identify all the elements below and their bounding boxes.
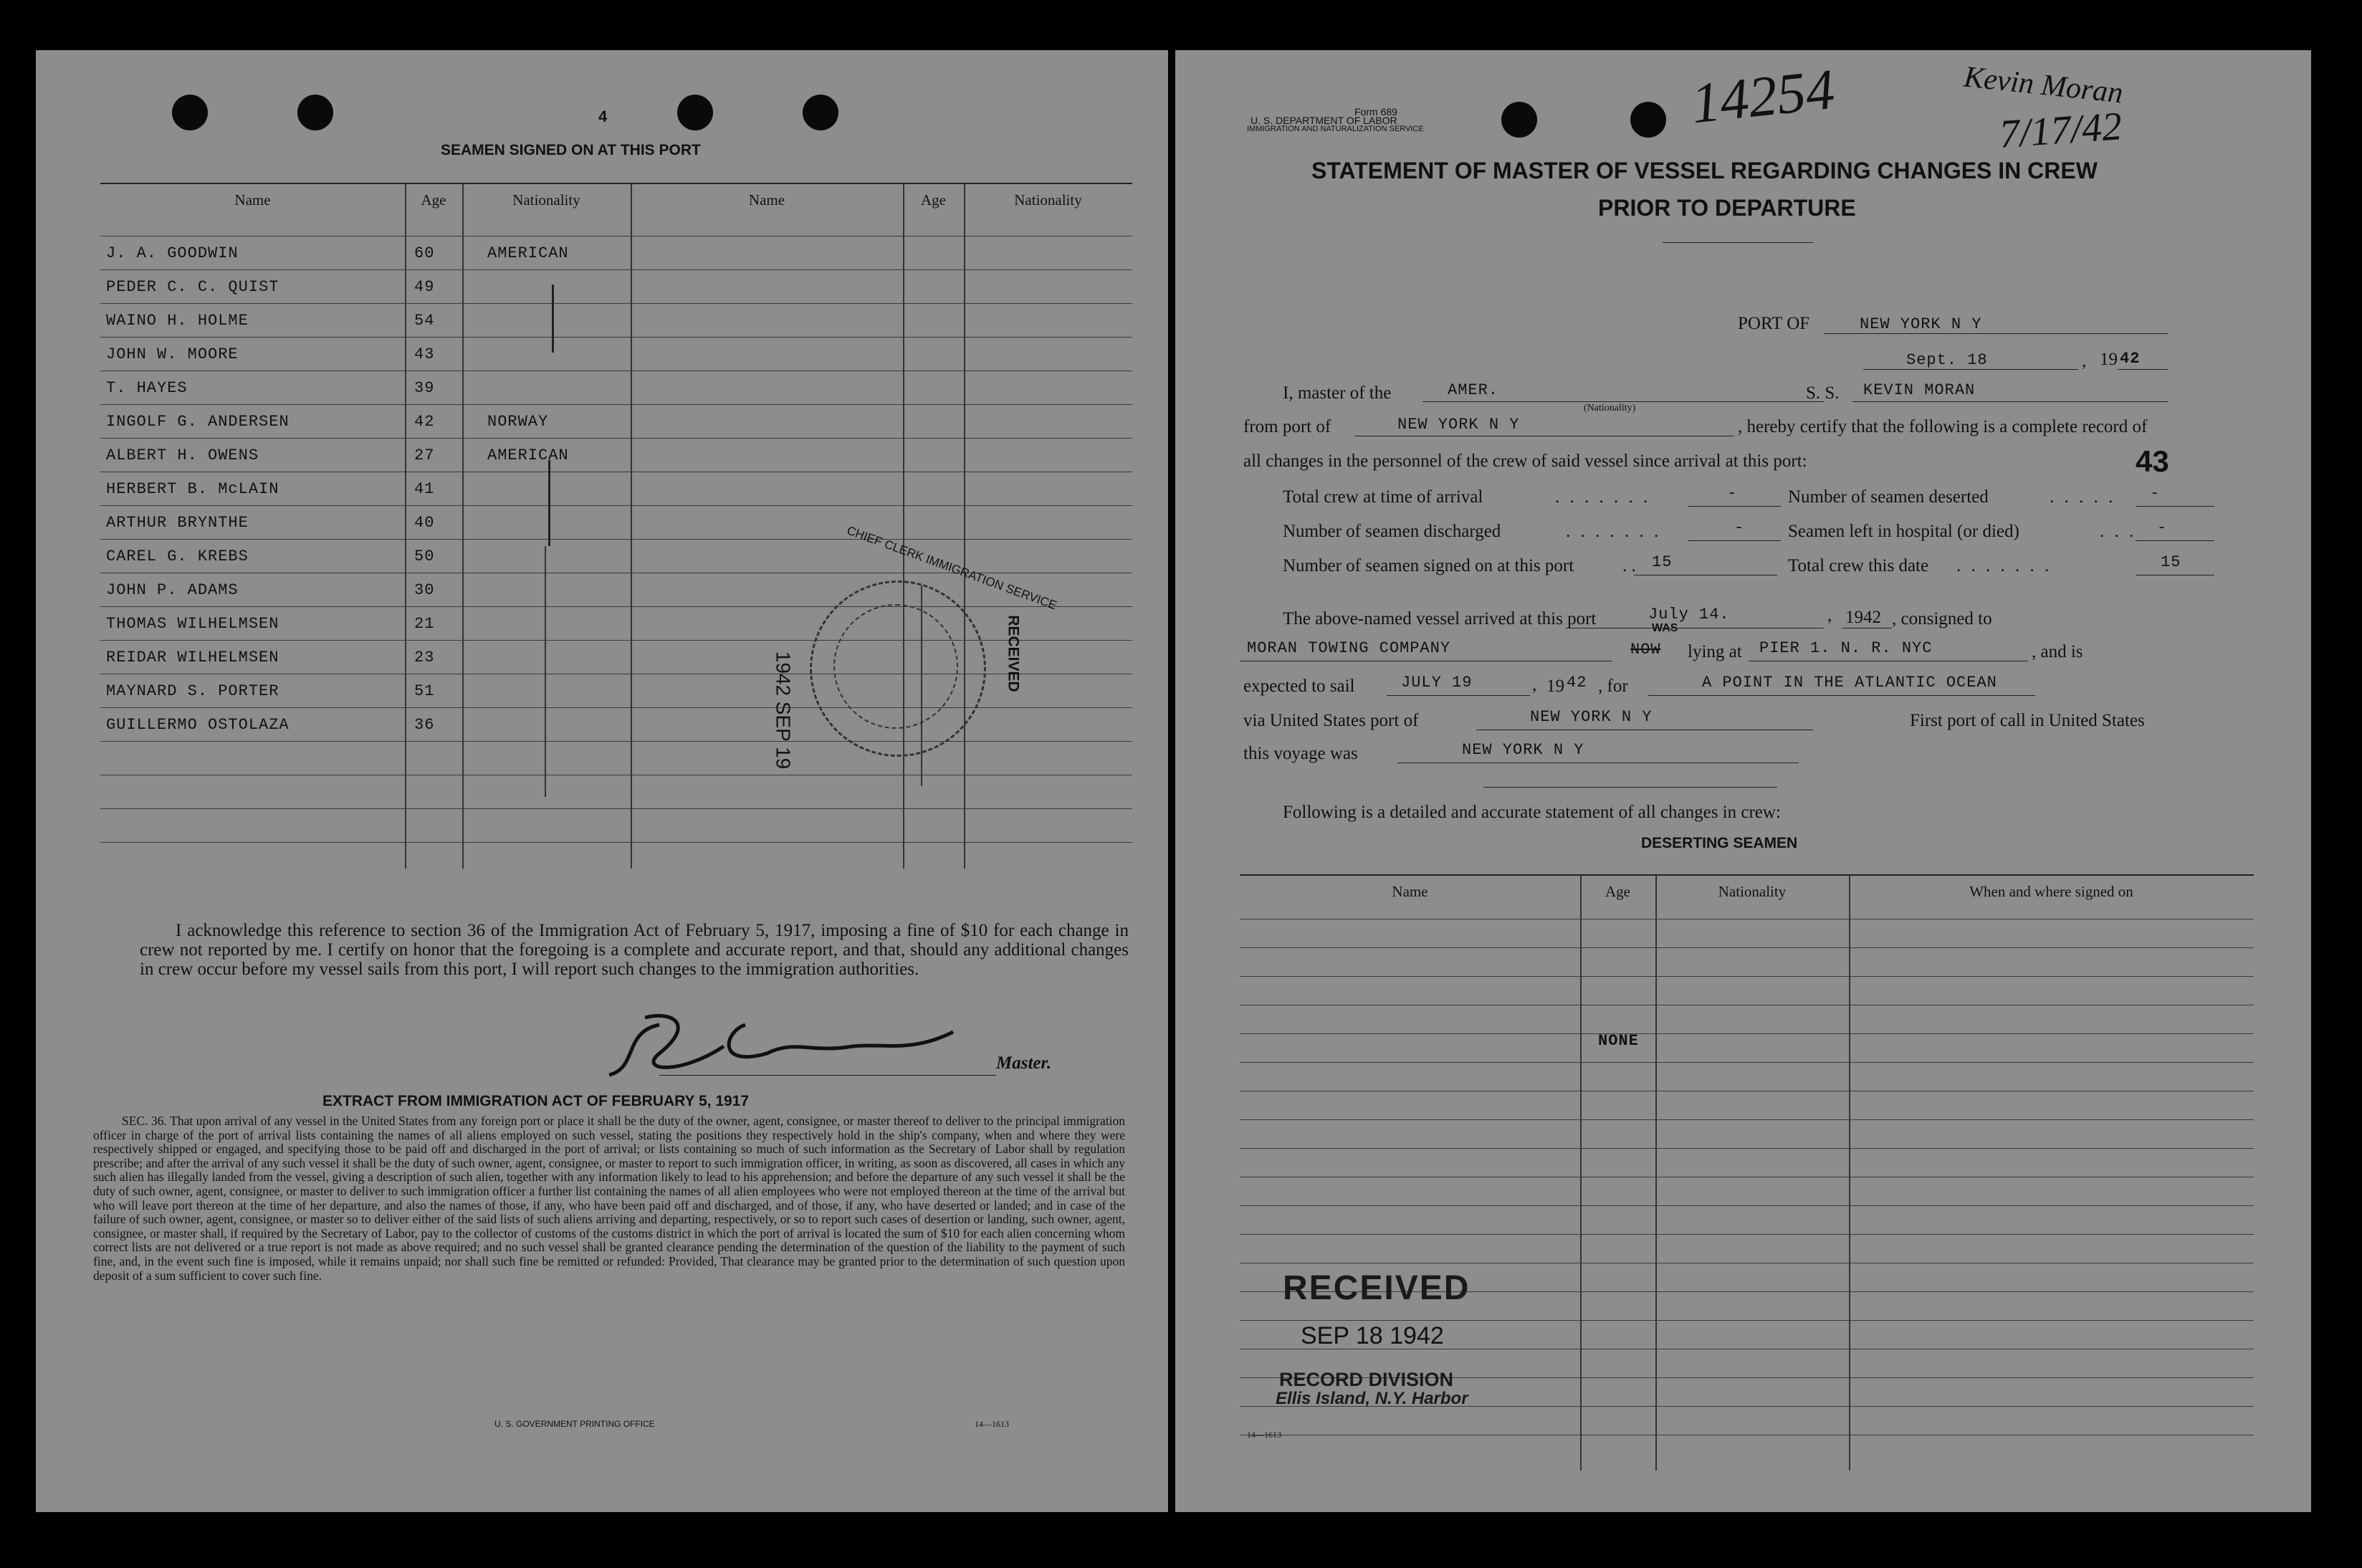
crew-row bbox=[100, 439, 1132, 473]
port-label: PORT OF bbox=[1738, 314, 1810, 333]
column-header: Nationality bbox=[512, 191, 580, 209]
crew-row bbox=[100, 271, 1132, 305]
none-entry: NONE bbox=[1598, 1032, 1639, 1050]
punch-hole bbox=[803, 95, 838, 130]
discharged-label: Number of seamen discharged bbox=[1283, 522, 1501, 541]
crew-age: 41 bbox=[414, 480, 435, 498]
crew-name: WAINO H. HOLME bbox=[106, 312, 249, 330]
received-stamp: CHIEF CLERK IMMIGRATION SERVICE bbox=[810, 580, 986, 757]
title-line-2: PRIOR TO DEPARTURE bbox=[1598, 195, 1856, 221]
crew-table bbox=[100, 183, 1132, 869]
crew-age: 54 bbox=[414, 312, 435, 330]
nationality-value: AMER. bbox=[1448, 381, 1499, 399]
deserted-label: Number of seamen deserted bbox=[1788, 487, 1989, 507]
was-note: WAS bbox=[1652, 622, 1678, 634]
signature-role: Master. bbox=[996, 1053, 1052, 1073]
certify-text: , hereby certify that the following is a complete record of bbox=[1738, 417, 2148, 436]
signature bbox=[580, 1003, 1010, 1089]
title-line-1: STATEMENT OF MASTER OF VESSEL REGARDING CHANGES IN CREW bbox=[1311, 158, 2098, 183]
first-port-label: First port of call in United States bbox=[1910, 711, 2145, 730]
handwritten-count: 43 bbox=[2136, 444, 2169, 478]
column-header: Name bbox=[1392, 883, 1428, 900]
following-text: Following is a detailed and accurate statement of all changes in crew: bbox=[1283, 803, 1781, 822]
punch-hole bbox=[297, 95, 333, 130]
consignee: MORAN TOWING COMPANY bbox=[1247, 639, 1451, 657]
and-is: , and is bbox=[2032, 642, 2083, 661]
lying-at: lying at bbox=[1688, 642, 1742, 661]
crew-age: 30 bbox=[414, 581, 435, 599]
crew-name: J. A. GOODWIN bbox=[106, 244, 239, 262]
form-code: 14—1613 bbox=[1247, 1430, 1281, 1440]
crew-name: JOHN W. MOORE bbox=[106, 345, 239, 363]
crew-name: ARTHUR BRYNTHE bbox=[106, 514, 249, 532]
total-today-value: 15 bbox=[2161, 553, 2181, 571]
via-label: via United States port of bbox=[1243, 711, 1419, 730]
column-header: Nationality bbox=[1014, 191, 1082, 209]
vessel-name: KEVIN MORAN bbox=[1863, 381, 1976, 399]
column-header: Age bbox=[921, 191, 946, 209]
crew-name: PEDER C. C. QUIST bbox=[106, 278, 279, 296]
acknowledgement: I acknowledge this reference to section 36 of the Immigration Act of February 5, 1917, imposing a fine of $10 for each change in crew not reported by me. I certify on honor that the foregoing is a complete and accurate report, and that, should any additional changes in crew occur before my vessel sails from this port, I will report such changes to the immigration authorities. bbox=[140, 921, 1129, 979]
crew-age: 60 bbox=[414, 244, 435, 262]
department: U. S. DEPARTMENT OF LABOR bbox=[1251, 115, 1397, 126]
port-value: NEW YORK N Y bbox=[1860, 315, 1982, 333]
hospital-value: - bbox=[2157, 519, 2168, 537]
punch-hole bbox=[1630, 102, 1666, 138]
signed-on-value: 15 bbox=[1652, 553, 1673, 571]
destination: A POINT IN THE ATLANTIC OCEAN bbox=[1702, 674, 1997, 692]
crew-name: JOHN P. ADAMS bbox=[106, 581, 239, 599]
crew-name: MAYNARD S. PORTER bbox=[106, 682, 279, 700]
record-division: RECORD DIVISION bbox=[1279, 1369, 1454, 1390]
total-today-label: Total crew this date bbox=[1788, 556, 1929, 575]
deserting-title: DESERTING SEAMEN bbox=[1641, 835, 1798, 851]
extract-text: SEC. 36. That upon arrival of any vessel in the United States from any foreign port or place it shall be the duty of the owner, agent, consignee, or master thereof to deliver to the principal immigration officer in charge of the port of arrival lists containing the names of all aliens employed on such vessel, stating the positions they respectively hold in the ship's company, when and where they were respectively shipped or engaged, and specifying those to be paid off and discharged in the port of arrival; or lists containing so much of such information as the Secretary of Labor shall by regulation prescribe; and after the arrival of any such vessel it shall be the duty of such owner, agent, consignee, or master to report to such immigration officer, in writing, as soon as discovered, all cases in which any such alien has illegally landed from the vessel, giving a description of such alien, together with any information likely to lead to his apprehension; and before the departure of any such vessel it shall be the duty of such owner, agent, consignee, or master to deliver to such immigration officer a further list containing the names of all alien employees who were not employed thereon at the time of the arrival but who will leave port thereon at the time of her departure, and also the names of those, if any, who have been paid off and discharged, and of those, if any, who have deserted or landed; and in case of the failure of such owner, agent, consignee, or master so to deliver either of the said lists of such aliens arriving and departing, respectively, or so to report such cases of desertion or landing, such owner, agent, consignee, or master shall, if required by the Secretary of Labor, pay to the collector of customs of the customs district in which the port of arrival is located the sum of $10 for each alien concerning whom correct lists are not delivered or a true report is not made as above required; and no such vessel shall be granted clearance pending the determination of the question of the liability to the payment of such fine, and, in the event such fine is imposed, while it remains unpaid; nor shall such fine be remitted or refunded: Provided, That clearance may be granted prior to the determination of such question upon deposit of a sum sufficient to cover such fine. bbox=[93, 1114, 1125, 1283]
column-header: Name bbox=[234, 191, 271, 209]
column-header: Nationality bbox=[1718, 883, 1787, 900]
crew-row bbox=[100, 709, 1132, 742]
changes-text: all changes in the personnel of the crew of said vessel since arrival at this port: bbox=[1243, 451, 1807, 471]
hospital-label: Seamen left in hospital (or died) bbox=[1788, 522, 2019, 541]
for-label: , for bbox=[1598, 677, 1628, 696]
total-crew-arrival-value: - bbox=[1727, 484, 1738, 502]
crew-age: 21 bbox=[414, 615, 435, 633]
ss-label: S. S. bbox=[1806, 383, 1840, 403]
year-prefix: 19 bbox=[2100, 350, 2118, 369]
printer-line: U. S. GOVERNMENT PRINTING OFFICE bbox=[494, 1419, 655, 1429]
crew-age: 50 bbox=[414, 548, 435, 565]
crew-name: GUILLERMO OSTOLAZA bbox=[106, 716, 290, 734]
column-header: When and where signed on bbox=[1969, 883, 2133, 900]
column-header: Age bbox=[1605, 883, 1630, 900]
crew-row bbox=[100, 540, 1132, 574]
crew-age: 40 bbox=[414, 514, 435, 532]
arrived-date: July 14. bbox=[1648, 606, 1730, 623]
year-value: 42 bbox=[2120, 350, 2141, 368]
crew-name: HERBERT B. McLAIN bbox=[106, 480, 279, 498]
crew-name: CAREL G. KREBS bbox=[106, 548, 249, 565]
expected-sail-label: expected to sail bbox=[1243, 677, 1355, 696]
crew-age: 49 bbox=[414, 278, 435, 296]
crew-row bbox=[100, 237, 1132, 271]
arrived-text: The above-named vessel arrived at this port bbox=[1283, 609, 1597, 628]
section-title: SEAMEN SIGNED ON AT THIS PORT bbox=[441, 142, 701, 158]
crew-age: 42 bbox=[414, 413, 435, 431]
total-crew-arrival-label: Total crew at time of arrival bbox=[1283, 487, 1483, 507]
handwritten-number: 14254 bbox=[1688, 57, 1837, 136]
crew-age: 51 bbox=[414, 682, 435, 700]
ellis-island: Ellis Island, N.Y. Harbor bbox=[1276, 1389, 1468, 1408]
received-stamp-date: SEP 18 1942 bbox=[1301, 1322, 1444, 1349]
expected-sail-value: JULY 19 bbox=[1401, 674, 1473, 692]
crew-nationality: AMERICAN bbox=[487, 446, 569, 464]
berth: PIER 1. N. R. NYC bbox=[1759, 639, 1933, 657]
from-port-value: NEW YORK N Y bbox=[1397, 416, 1520, 434]
crew-name: REIDAR WILHELMSEN bbox=[106, 649, 279, 666]
crew-age: 27 bbox=[414, 446, 435, 464]
voyage-value: NEW YORK N Y bbox=[1462, 741, 1584, 759]
from-port-label: from port of bbox=[1243, 417, 1331, 436]
form-number: Form 689 bbox=[1354, 106, 1397, 118]
date-value: Sept. 18 bbox=[1906, 351, 1988, 369]
punch-hole bbox=[1501, 102, 1537, 138]
form-code: 14—1613 bbox=[975, 1419, 1009, 1429]
expected-year-prefix: 19 bbox=[1546, 677, 1564, 696]
crew-row bbox=[100, 406, 1132, 439]
column-header: Age bbox=[421, 191, 446, 209]
crew-nationality: AMERICAN bbox=[487, 244, 569, 262]
crew-row bbox=[100, 473, 1132, 507]
crew-row bbox=[100, 338, 1132, 372]
expected-year-value: 42 bbox=[1567, 674, 1587, 692]
punch-hole bbox=[677, 95, 713, 130]
crew-age: 43 bbox=[414, 345, 435, 363]
left-page bbox=[36, 50, 1168, 1512]
crew-nationality: NORWAY bbox=[487, 413, 549, 431]
page-number: 4 bbox=[598, 107, 608, 125]
crew-name: T. HAYES bbox=[106, 379, 188, 397]
extract-title: EXTRACT FROM IMMIGRATION ACT OF FEBRUARY 5, 1917 bbox=[322, 1093, 750, 1109]
crew-row bbox=[100, 305, 1132, 338]
right-page: Form 689 U. S. DEPARTMENT OF LABOR IMMIGRATION AND NATURALIZATION SERVICE 14254 Kevin Moran 7/17/42 STATEMENT OF MASTER OF VESSEL REGARDING CHANGES IN CREW PRIOR TO DEPARTURE PORT OF NEW YORK N Y Sept. 18 , 19 42 I, master of the AMER. S. S. KEVIN MORAN (Nationality) from port of NEW YORK N Y , hereby certify that the following is a complete record of all changes in the personnel of the crew of said vessel since arrival at this port: 43 Total crew at time of arrival . . . . . . . - Number of seamen deserted . . . . . - Number of seamen discharged . . . . . . . - Seamen left in hospital (or died) . . . - Number of seamen signed on at this port . . 15 Total crew this date . . . . . . . 15 The above-named vessel arrived at this port July 14. WAS , 1942 , consigned to MORAN TOWING COMPANY NOW lying at PIER 1. N. R. NYC , and is expected to sail JULY 19 , 19 42 , for A POINT IN THE ATLANTIC OCEAN via United States port of NEW YORK N Y First port of call in United States this voyage was NEW YORK N Y Following is a detailed and accurate statement of all changes in crew: DESERTING SEAMEN Name Age Nationality When and where signed on NONE RECEIVED SEP 18 1942 RECORD DIVISION Ellis Island, N.Y. Harbor 14—1613 bbox=[1175, 50, 2311, 1512]
consigned-to: , consigned to bbox=[1892, 609, 1992, 628]
service: IMMIGRATION AND NATURALIZATION SERVICE bbox=[1247, 125, 1424, 133]
stamp-received-label: RECEIVED bbox=[1005, 615, 1022, 692]
handwritten-name: Kevin Moran bbox=[1962, 60, 2125, 110]
stamp-date: 1942 SEP 19 bbox=[772, 651, 795, 770]
signed-on-label: Number of seamen signed on at this port bbox=[1283, 556, 1574, 575]
crew-name: THOMAS WILHELMSEN bbox=[106, 615, 279, 633]
struck-word: NOW bbox=[1630, 641, 1661, 659]
crew-name: ALBERT H. OWENS bbox=[106, 446, 259, 464]
nationality-caption: (Nationality) bbox=[1584, 403, 1636, 413]
discharged-value: - bbox=[1734, 519, 1745, 537]
column-header: Name bbox=[748, 191, 785, 209]
crew-row bbox=[100, 372, 1132, 406]
crew-row bbox=[100, 507, 1132, 540]
crew-age: 39 bbox=[414, 379, 435, 397]
master-of-the: I, master of the bbox=[1283, 383, 1392, 403]
handwritten-date: 7/17/42 bbox=[1998, 104, 2124, 157]
voyage-label: this voyage was bbox=[1243, 744, 1358, 763]
via-value: NEW YORK N Y bbox=[1530, 708, 1653, 726]
punch-hole bbox=[172, 95, 208, 130]
crew-age: 36 bbox=[414, 716, 435, 734]
crew-age: 23 bbox=[414, 649, 435, 666]
arrived-year: 1942 bbox=[1845, 608, 1881, 627]
received-stamp-title: RECEIVED bbox=[1283, 1269, 1471, 1307]
crew-name: INGOLF G. ANDERSEN bbox=[106, 413, 290, 431]
deserted-value: - bbox=[2150, 484, 2161, 502]
